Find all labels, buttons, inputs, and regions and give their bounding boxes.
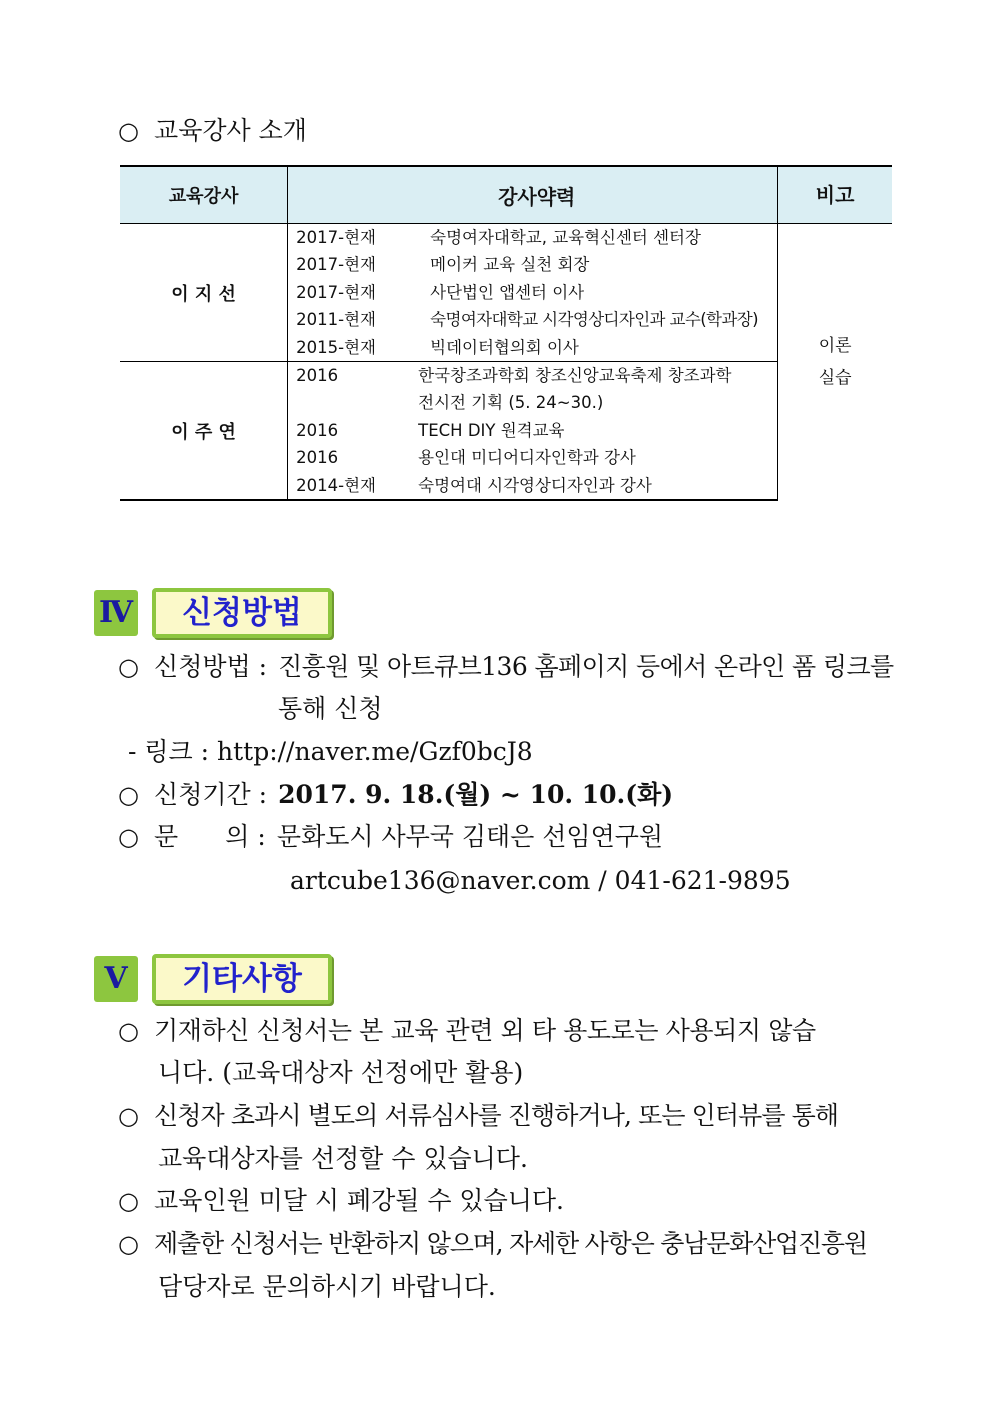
contact-row xyxy=(118,822,663,852)
contact-details: artcube136@naver.com / 041-621-9895 xyxy=(290,866,791,895)
column-header-instructor: 교육강사 xyxy=(120,166,288,224)
list-item-cont: 담당자로 문의하시기 바랍니다. xyxy=(158,1272,496,1301)
column-header-note: 비고 xyxy=(778,166,892,224)
circle-bullet-icon: ○ xyxy=(118,653,139,681)
period-label: 신청기간 : xyxy=(154,780,268,809)
method-text-cont: 통해 신청 xyxy=(278,694,383,723)
career-list xyxy=(288,362,778,501)
method-row xyxy=(118,652,894,682)
circle-bullet-icon: ○ xyxy=(118,823,139,851)
circle-bullet-icon: ○ xyxy=(118,1187,139,1215)
table-row xyxy=(120,224,892,362)
apply-link[interactable]: - 링크 : http://naver.me/Gzf0bcJ8 xyxy=(128,737,533,766)
career-item: 2017-현재 숙명여자대학교, 교육혁신센터 센터장 xyxy=(296,228,701,247)
instructor-name: 이 주 연 xyxy=(120,362,288,501)
instructor-name: 이 지 선 xyxy=(120,224,288,362)
instructor-table xyxy=(120,165,892,501)
section-number-badge: Ⅴ xyxy=(94,956,138,1002)
circle-bullet-icon: ○ xyxy=(118,1102,139,1130)
contact-label-part: 의 : xyxy=(225,822,266,851)
period-value: 2017. 9. 18.(월) ~ 10. 10.(화) xyxy=(278,780,674,809)
section-title: 신청방법 xyxy=(152,588,332,638)
list-item: ○ 제출한 신청서는 반환하지 않으며, 자세한 사항은 충남문화산업진흥원 xyxy=(118,1229,867,1258)
list-item: ○ 기재하신 신청서는 본 교육 관련 외 타 용도로는 사용되지 않습 xyxy=(118,1016,816,1045)
career-item: 2014-현재 숙명여대 시각영상디자인과 강사 xyxy=(296,475,652,495)
instructor-heading-row xyxy=(118,116,307,146)
career-item: 2016 TECH DIY 원격교육 xyxy=(296,420,565,440)
method-label: 신청방법 : xyxy=(154,652,268,681)
career-item: 2016 한국창조과학회 창조신앙교육축제 창조과학 xyxy=(296,366,732,386)
instructor-heading: 교육강사 소개 xyxy=(154,116,307,145)
section-title: 기타사항 xyxy=(152,954,332,1004)
note-line: 이론 xyxy=(818,336,852,357)
section-number-badge: Ⅳ xyxy=(94,590,138,636)
circle-bullet-icon: ○ xyxy=(118,1230,139,1258)
table-row xyxy=(120,362,892,501)
circle-bullet-icon: ○ xyxy=(118,1017,139,1045)
career-item: 2017-현재 메이커 교육 실천 회장 xyxy=(296,255,590,275)
contact-text: 문화도시 사무국 김태은 선임연구원 xyxy=(276,822,664,851)
note-line: 실습 xyxy=(818,368,852,389)
career-item: 2017-현재 사단법인 앱센터 이사 xyxy=(296,282,585,302)
period-row xyxy=(118,780,673,810)
list-item: ○ 교육인원 미달 시 폐강될 수 있습니다. xyxy=(118,1186,564,1215)
career-item-continued: 전시전 기획 (5. 24~30.) xyxy=(418,393,604,413)
career-item: 2016 용인대 미디어디자인학과 강사 xyxy=(296,448,636,468)
contact-label-part: 문 xyxy=(154,822,179,851)
note-cell xyxy=(778,224,892,501)
list-item-cont: 니다. (교육대상자 선정에만 활용) xyxy=(158,1058,524,1087)
list-item-cont: 교육대상자를 선정할 수 있습니다. xyxy=(158,1144,528,1173)
career-item: 2015-현재 빅데이터협의회 이사 xyxy=(296,337,579,357)
circle-bullet-icon: ○ xyxy=(118,781,139,809)
list-item: ○ 신청자 초과시 별도의 서류심사를 진행하거나, 또는 인터뷰를 통해 xyxy=(118,1101,839,1130)
career-list xyxy=(288,224,778,362)
method-text: 진흥원 및 아트큐브136 홈페이지 등에서 온라인 폼 링크를 xyxy=(278,652,894,681)
circle-bullet-icon: ○ xyxy=(118,117,139,145)
column-header-career: 강사약력 xyxy=(288,166,778,224)
career-item: 2011-현재 숙명여자대학교 시각영상디자인과 교수(학과장) xyxy=(296,310,758,330)
